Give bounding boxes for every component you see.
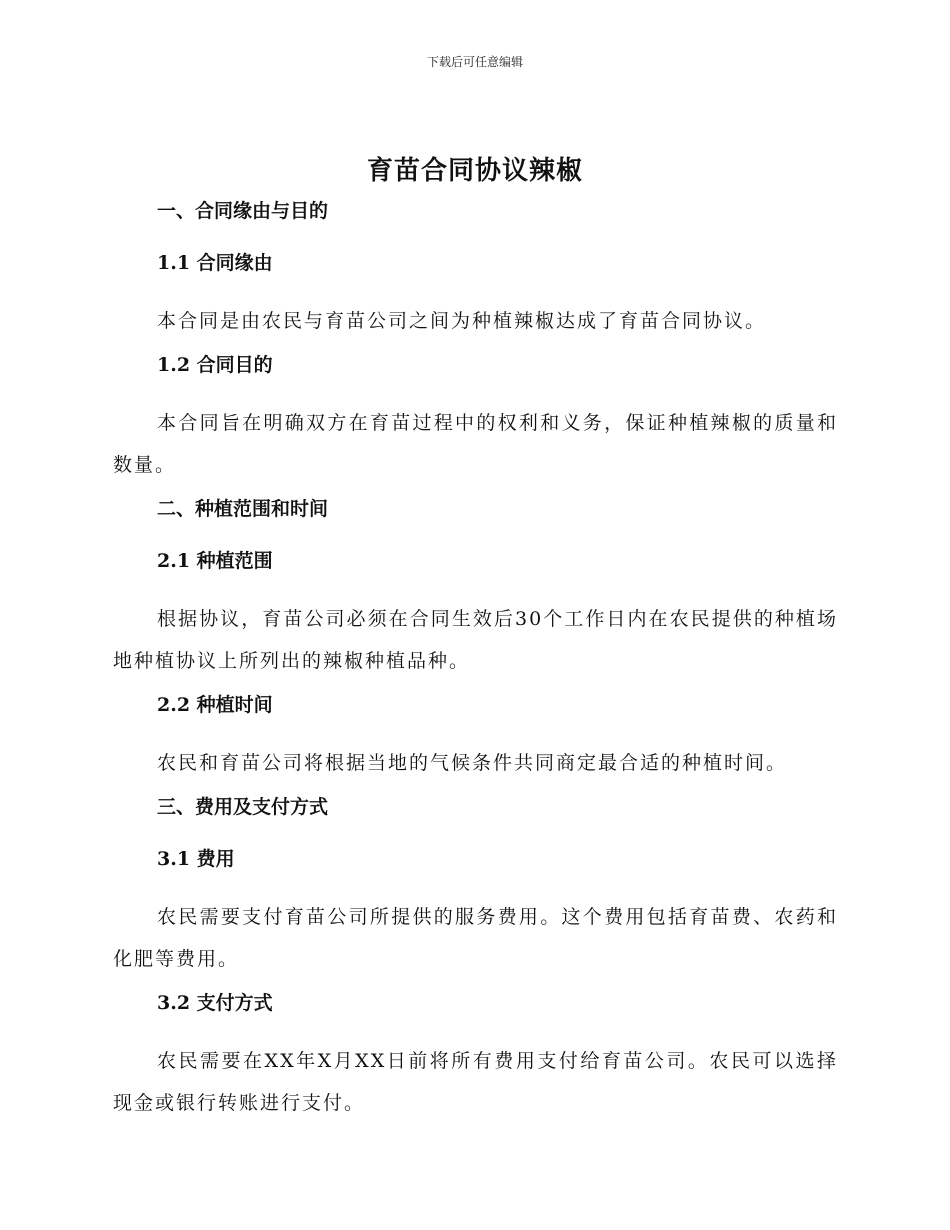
paragraph-2-2: 农民和育苗公司将根据当地的气候条件共同商定最合适的种植时间。 <box>157 752 788 774</box>
document-body <box>113 196 838 1132</box>
header-note: 下载后可任意编辑 <box>426 55 523 69</box>
section-heading-2: 二、种植范围和时间 <box>157 498 329 520</box>
subsection-heading-3-2: 3.2 支付方式 <box>157 992 273 1014</box>
document-title: 育苗合同协议辣椒 <box>366 156 583 186</box>
subsection-heading-1-2: 1.2 合同目的 <box>157 354 273 376</box>
paragraph-1-1: 本合同是由农民与育苗公司之间为种植辣椒达成了育苗合同协议。 <box>157 310 767 332</box>
paragraph-2-1: 根据协议，育苗公司必须在合同生效后30个工作日内在农民提供的种植场地种植协议上所列出的辣椒种植品种。 <box>113 608 838 672</box>
section-heading-3: 三、费用及支付方式 <box>157 796 329 818</box>
subsection-heading-3-1: 3.1 费用 <box>157 848 235 870</box>
paragraph-1-2: 本合同旨在明确双方在育苗过程中的权利和义务，保证种植辣椒的质量和数量。 <box>113 412 838 476</box>
paragraph-3-1: 农民需要支付育苗公司所提供的服务费用。这个费用包括育苗费、农药和化肥等费用。 <box>113 906 838 970</box>
subsection-heading-2-2: 2.2 种植时间 <box>157 694 273 716</box>
section-heading-1: 一、合同缘由与目的 <box>157 200 329 222</box>
paragraph-3-2: 农民需要在XX年X月XX日前将所有费用支付给育苗公司。农民可以选择现金或银行转账进行支付。 <box>113 1050 838 1114</box>
subsection-heading-1-1: 1.1 合同缘由 <box>157 252 273 274</box>
subsection-heading-2-1: 2.1 种植范围 <box>157 550 273 572</box>
